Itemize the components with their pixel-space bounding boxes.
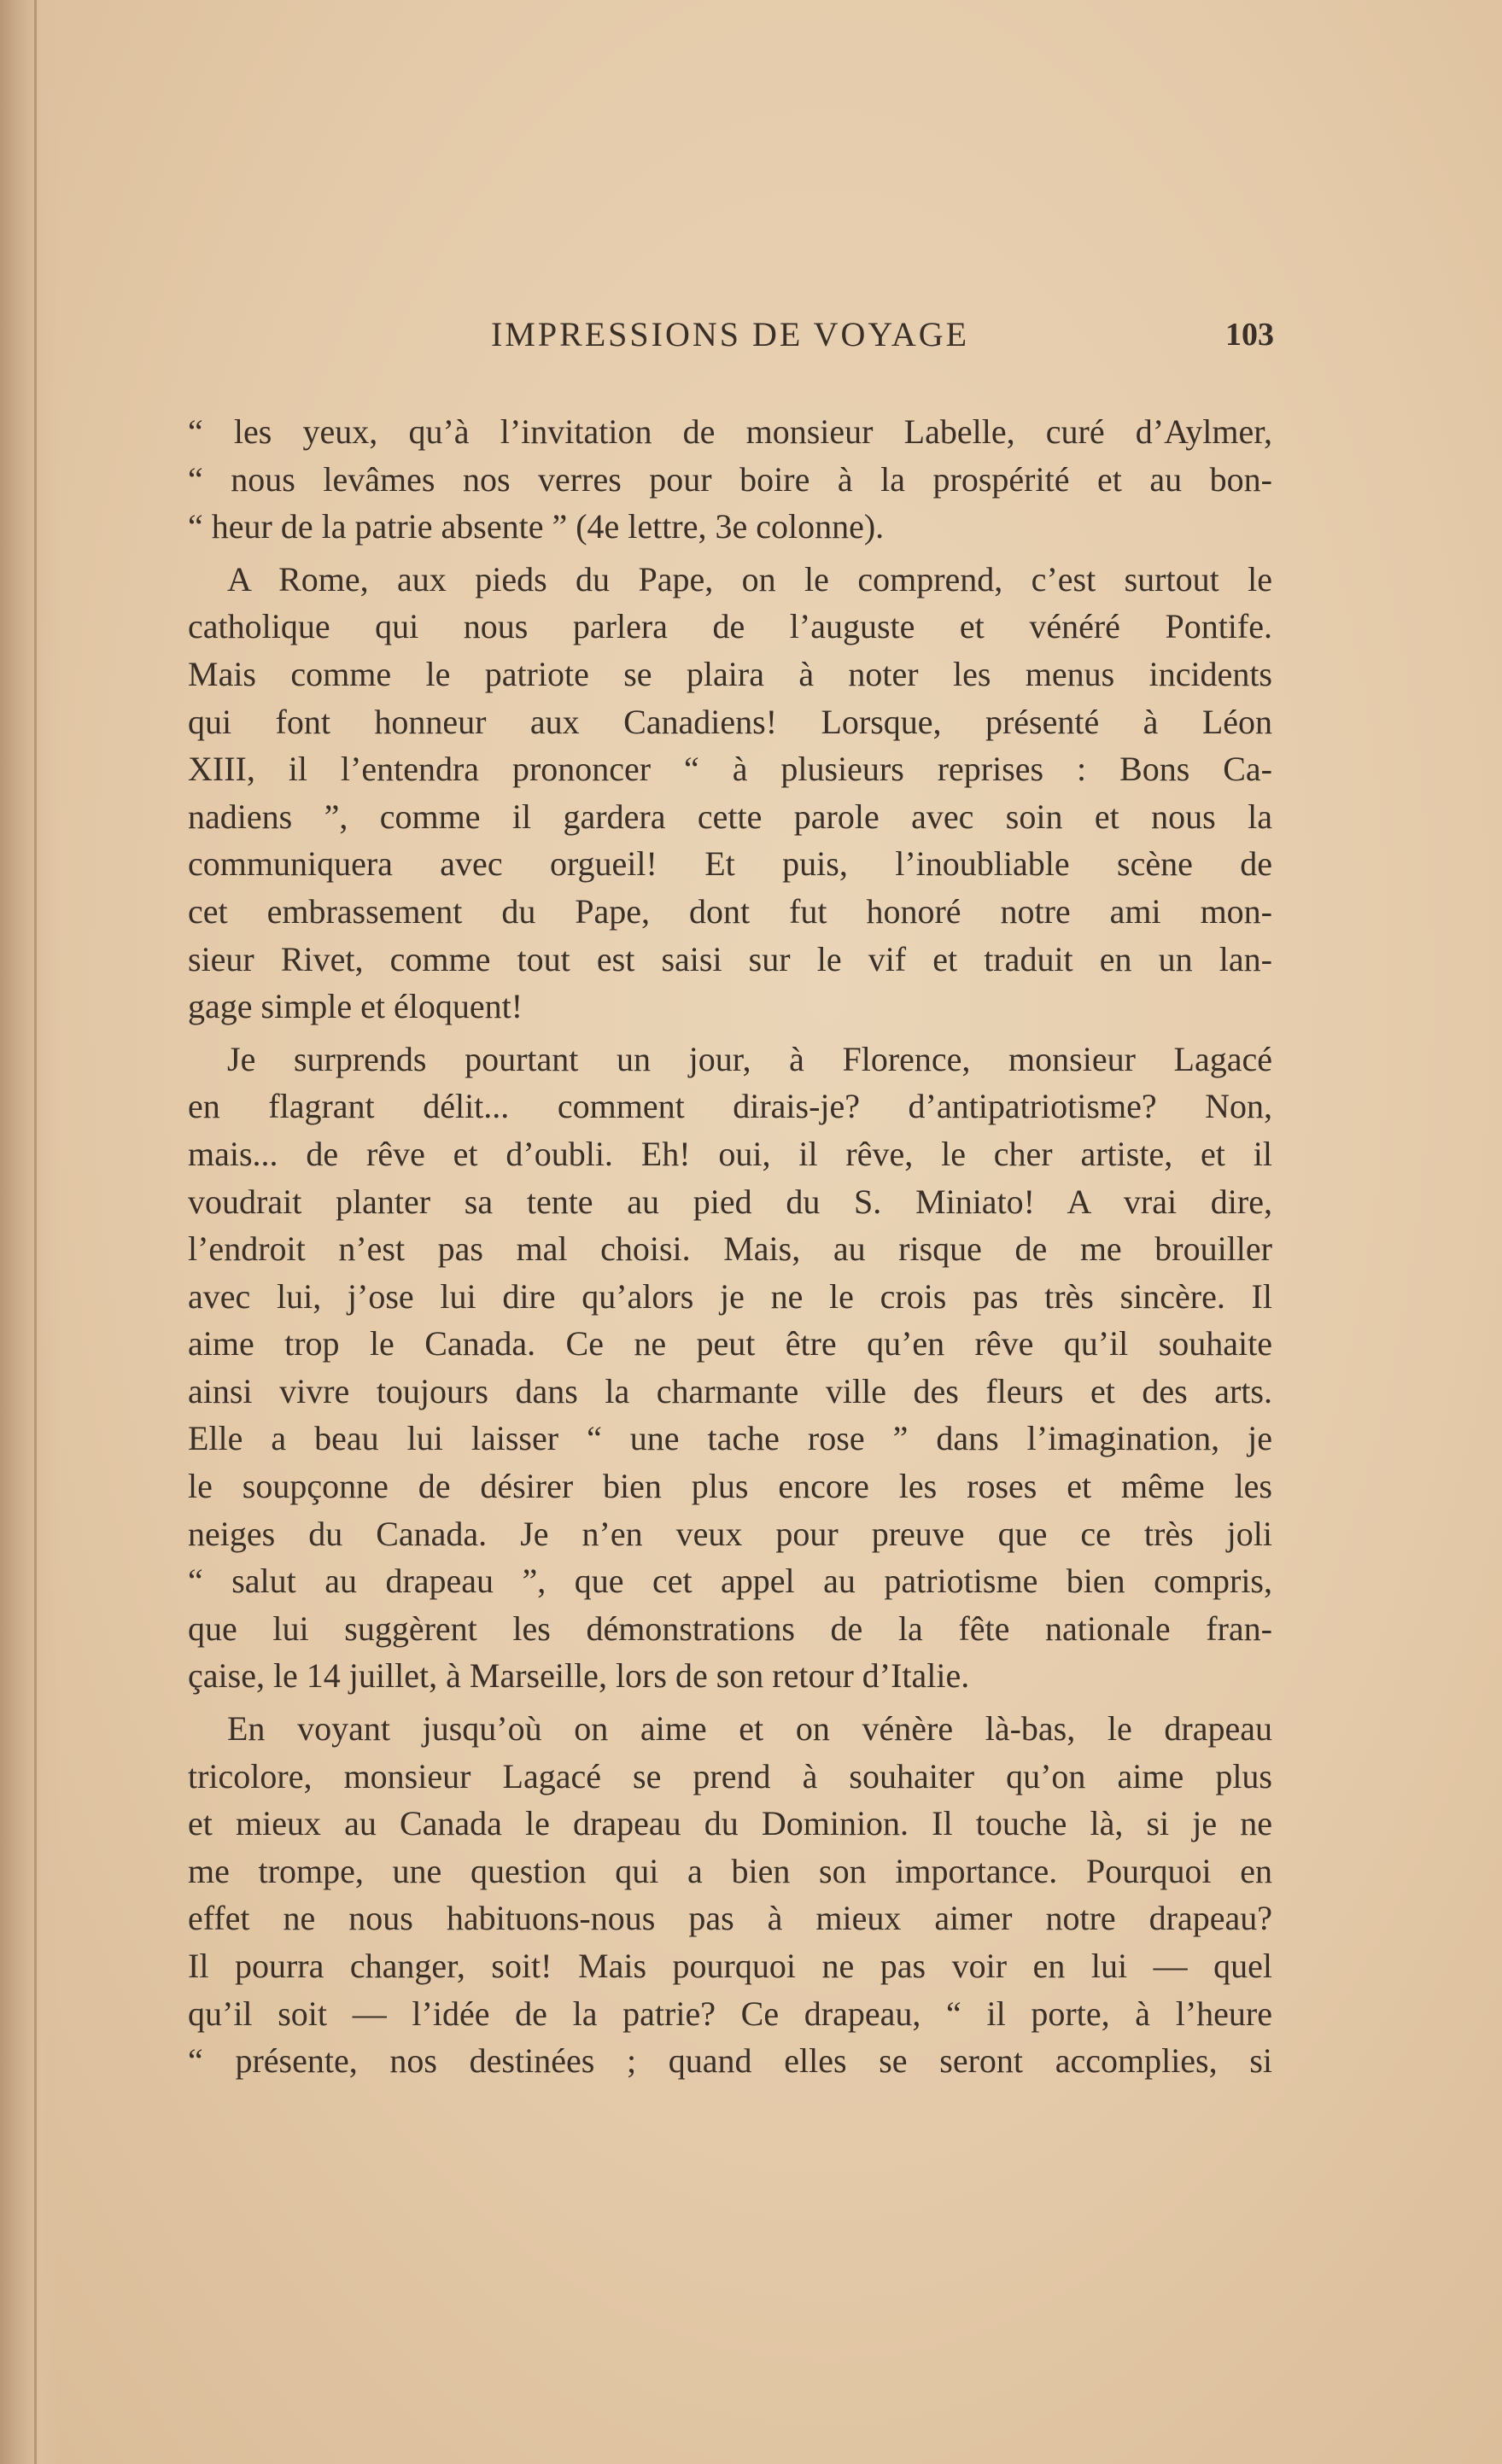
text-line: et mieux au Canada le drapeau du Dominion. Il touche là, si je ne bbox=[188, 1804, 1272, 1843]
text-line: communiquera avec orgueil! Et puis, l’inoubliable scène de bbox=[188, 844, 1272, 884]
text-line: Mais comme le patriote se plaira à noter les menus incidents bbox=[188, 654, 1272, 693]
text-line: çaise, le 14 juillet, à Marseille, lors de son retour d’Italie. bbox=[188, 1656, 970, 1696]
text-line: catholique qui nous parlera de l’auguste et vénéré Pontife. bbox=[188, 607, 1272, 646]
text-line: effet ne nous habituons-nous pas à mieux aimer notre drapeau? bbox=[188, 1899, 1272, 1938]
text-line: qui font honneur aux Canadiens! Lorsque, présenté à Léon bbox=[188, 702, 1272, 741]
text-line: neiges du Canada. Je n’en veux pour preuve que ce très joli bbox=[188, 1514, 1272, 1553]
body-text bbox=[188, 408, 1272, 2085]
text-line: cet embrassement du Pape, dont fut honoré notre ami mon- bbox=[188, 891, 1272, 931]
text-line: ainsi vivre toujours dans la charmante ville des fleurs et des arts. bbox=[188, 1371, 1272, 1410]
text-line: qu’il soit — l’idée de la patrie? Ce drapeau, “ il porte, à l’heure bbox=[188, 1994, 1272, 2033]
text-line: aime trop le Canada. Ce ne peut être qu’en rêve qu’il souhaite bbox=[188, 1324, 1272, 1363]
text-line: mais... de rêve et d’oubli. Eh! oui, il rêve, le cher artiste, et il bbox=[188, 1134, 1272, 1173]
text-line: Je surprends pourtant un jour, à Florence, monsieur Lagacé bbox=[227, 1039, 1272, 1078]
text-line: “ salut au drapeau ”, que cet appel au patriotisme bien compris, bbox=[188, 1562, 1272, 1601]
text-line: XIII, il l’entendra prononcer “ à plusieurs reprises : Bons Ca- bbox=[188, 750, 1272, 789]
text-line: Elle a beau lui laisser “ une tache rose ” dans l’imagination, je bbox=[188, 1419, 1272, 1458]
text-line: En voyant jusqu’où on aime et on vénère là-bas, le drapeau bbox=[227, 1709, 1272, 1749]
text-line: le soupçonne de désirer bien plus encore les roses et même les bbox=[188, 1467, 1272, 1506]
text-line: “ heur de la patrie absente ” (4e lettre, 3e colonne). bbox=[188, 507, 885, 546]
text-line: nadiens ”, comme il gardera cette parole avec soin et nous la bbox=[188, 797, 1272, 836]
binding-edge bbox=[34, 0, 37, 2464]
text-line: l’endroit n’est pas mal choisi. Mais, au risque de me brouiller bbox=[188, 1229, 1272, 1269]
text-line: tricolore, monsieur Lagacé se prend à souhaiter qu’on aime plus bbox=[188, 1756, 1272, 1795]
text-line: “ les yeux, qu’à l’invitation de monsieur Labelle, curé d’Aylmer, bbox=[188, 412, 1272, 451]
text-line: “ nous levâmes nos verres pour boire à la prospérité et au bon- bbox=[188, 459, 1272, 499]
page-binding-shadow bbox=[0, 0, 60, 2464]
paragraph-1 bbox=[188, 408, 1272, 551]
paragraph-4 bbox=[188, 1705, 1272, 2085]
text-line: sieur Rivet, comme tout est saisi sur le vif et traduit en un lan- bbox=[188, 939, 1272, 978]
text-line: Il pourra changer, soit! Mais pourquoi ne pas voir en lui — quel bbox=[188, 1947, 1272, 1985]
page-number: 103 bbox=[1225, 317, 1274, 353]
text-line: A Rome, aux pieds du Pape, on le comprend, c’est surtout le bbox=[227, 559, 1272, 598]
text-line: “ présente, nos destinées ; quand elles se seront accomplies, si bbox=[188, 2041, 1272, 2081]
text-line: que lui suggèrent les démonstrations de la fête nationale fran- bbox=[188, 1609, 1272, 1648]
text-line: avec lui, j’ose lui dire qu’alors je ne le crois pas très sincère. Il bbox=[188, 1276, 1272, 1316]
paragraph-3 bbox=[188, 1036, 1272, 1700]
running-title: IMPRESSIONS DE VOYAGE bbox=[490, 315, 970, 353]
text-line: me trompe, une question qui a bien son importance. Pourquoi en bbox=[188, 1851, 1272, 1890]
page-header bbox=[188, 314, 1272, 374]
text-line: voudrait planter sa tente au pied du S. Miniato! A vrai dire, bbox=[188, 1182, 1272, 1221]
text-line: gage simple et éloquent! bbox=[188, 987, 523, 1026]
paragraph-2 bbox=[188, 556, 1272, 1031]
text-line: en flagrant délit... comment dirais-je? d’antipatriotisme? Non, bbox=[188, 1087, 1272, 1126]
